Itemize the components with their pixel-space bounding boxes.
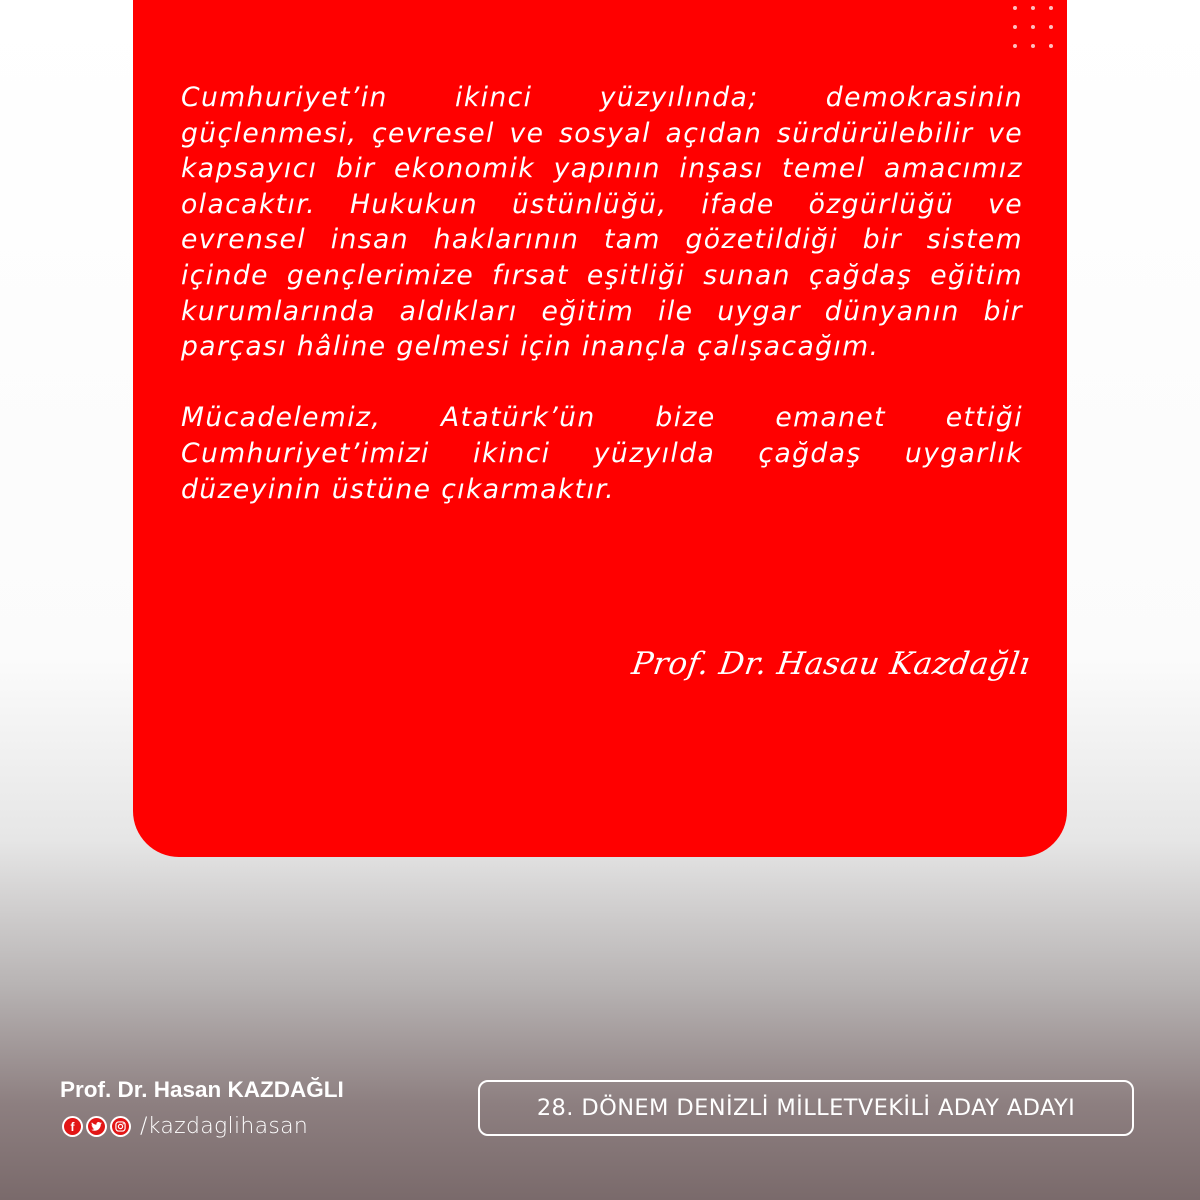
- message-text: [181, 80, 1023, 507]
- candidacy-badge: 28. DÖNEM DENİZLİ MİLLETVEKİLİ ADAY ADAYI: [478, 1080, 1134, 1136]
- message-paragraph-1: Cumhuriyet’in ikinci yüzyılında; demokrasinin güçlenmesi, çevresel ve sosyal açıdan sürdürülebilir ve kapsayıcı bir ekonomik yapının inşası temel amacımız olacaktır. Hukukun üstünlüğü, ifade özgürlüğü ve evrensel insan haklarının tam gözetildiği bir sistem içinde gençlerimize fırsat eşitliği sunan çağdaş eğitim kurumlarında aldıkları eğitim ile uygar dünyanın bir parçası hâline gelmesi için inançla çalışacağım.: [181, 82, 1023, 363]
- social-links: [62, 1114, 308, 1139]
- signature: Prof. Dr. Hasau Kazdağlı: [629, 646, 1033, 682]
- twitter-icon[interactable]: [86, 1116, 107, 1137]
- decorative-dots: [1006, 0, 1066, 60]
- instagram-icon[interactable]: [110, 1116, 131, 1137]
- facebook-icon[interactable]: f: [62, 1116, 83, 1137]
- candidate-name: Prof. Dr. Hasan KAZDAĞLI: [60, 1077, 344, 1102]
- social-handle[interactable]: /kazdaglihasan: [140, 1114, 309, 1139]
- message-paragraph-2: Mücadelemiz, Atatürk’ün bize emanet ettiği Cumhuriyet’imizi ikinci yüzyılda çağdaş uygarlık düzeyinin üstüne çıkarmaktır.: [181, 402, 1023, 505]
